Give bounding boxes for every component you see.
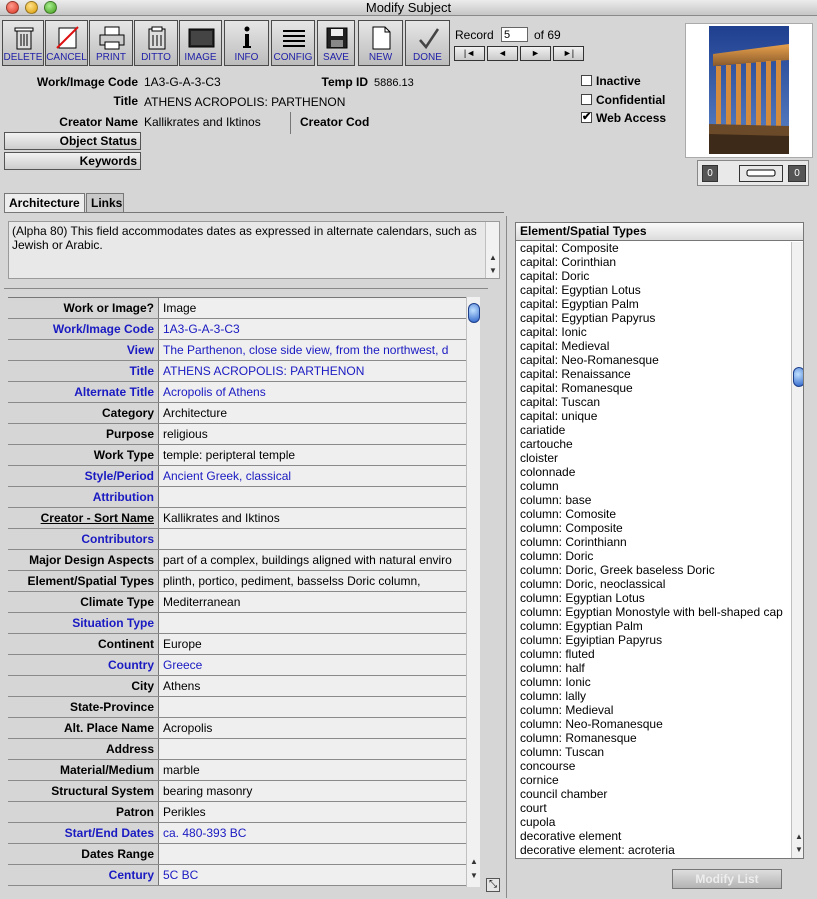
- confidential-check-box[interactable]: [581, 94, 592, 105]
- ditto-button[interactable]: [134, 20, 178, 66]
- field-row[interactable]: [8, 403, 466, 424]
- field-grid-scroll-thumb[interactable]: [468, 303, 480, 323]
- list-item[interactable]: column: Corinthiann: [520, 535, 627, 549]
- new-label: NEW: [368, 52, 393, 63]
- image-index-left[interactable]: 0: [702, 165, 718, 182]
- cancel-button[interactable]: [45, 20, 88, 66]
- field-label: Climate Type: [8, 592, 159, 612]
- field-row[interactable]: [8, 592, 466, 613]
- tab-links[interactable]: Links: [86, 193, 124, 212]
- header-code-value: 1A3-G-A-3-C3: [144, 75, 221, 89]
- minimize-window-icon[interactable]: [25, 1, 38, 14]
- field-value[interactable]: Kallikrates and Iktinos: [159, 508, 466, 528]
- delete-label: DELETE: [3, 52, 43, 63]
- tab-baseline: [4, 212, 504, 213]
- inactive-label: Inactive: [596, 74, 641, 88]
- keywords-button[interactable]: Keywords: [4, 152, 141, 170]
- list-item[interactable]: column: half: [520, 661, 585, 675]
- image-slider-control[interactable]: [739, 165, 783, 182]
- field-row[interactable]: [8, 802, 466, 823]
- done-label: DONE: [413, 52, 442, 63]
- list-item[interactable]: column: Egyiptian Papyrus: [520, 633, 663, 647]
- field-label: Major Design Aspects: [8, 550, 159, 570]
- list-item[interactable]: capital: Ionic: [520, 325, 587, 339]
- element-list-scroll-thumb[interactable]: [793, 367, 804, 387]
- element-list-title: Element/Spatial Types: [516, 223, 803, 241]
- field-row[interactable]: [8, 529, 466, 550]
- scroll-down-arrow-icon[interactable]: ▼: [489, 266, 497, 275]
- cancel-icon: [46, 24, 89, 52]
- list-item[interactable]: capital: Neo-Romanesque: [520, 353, 659, 367]
- field-row[interactable]: [8, 361, 466, 382]
- field-help-note: [8, 221, 500, 279]
- list-item[interactable]: column: [520, 479, 559, 493]
- field-label: Continent: [8, 634, 159, 654]
- image-icon: [180, 24, 223, 52]
- field-value[interactable]: bearing masonry: [159, 781, 466, 801]
- field-grid-scrollbar[interactable]: [466, 297, 480, 887]
- field-row[interactable]: [8, 634, 466, 655]
- field-value[interactable]: [159, 529, 466, 549]
- list-item[interactable]: capital: Egyptian Palm: [520, 297, 639, 311]
- field-row[interactable]: [8, 676, 466, 697]
- list-item[interactable]: capital: Tuscan: [520, 395, 601, 409]
- field-row[interactable]: [8, 655, 466, 676]
- slider-handle-icon: [741, 166, 781, 180]
- field-row[interactable]: [8, 319, 466, 340]
- field-grid: [8, 297, 466, 886]
- save-icon: [318, 24, 356, 52]
- list-item[interactable]: column: Ionic: [520, 675, 591, 689]
- field-value[interactable]: Greece: [159, 655, 466, 675]
- field-value[interactable]: 5C BC: [159, 865, 466, 885]
- element-spatial-types-list[interactable]: [515, 222, 804, 859]
- list-item[interactable]: column: Comosite: [520, 507, 617, 521]
- print-button[interactable]: [89, 20, 133, 66]
- field-row[interactable]: [8, 445, 466, 466]
- window-title-bar: [0, 0, 817, 16]
- field-row[interactable]: [8, 613, 466, 634]
- field-row[interactable]: [8, 718, 466, 739]
- header-code-label: Work/Image Code: [36, 75, 138, 89]
- list-item[interactable]: colonnade: [520, 465, 576, 479]
- last-record-button[interactable]: ►|: [553, 46, 584, 61]
- list-scroll-up-arrow-icon[interactable]: ▲: [795, 832, 803, 841]
- list-item[interactable]: column: lally: [520, 689, 587, 703]
- list-item[interactable]: capital: Doric: [520, 269, 590, 283]
- field-row[interactable]: [8, 424, 466, 445]
- record-count: of 69: [534, 28, 561, 42]
- field-value[interactable]: [159, 487, 466, 507]
- list-scroll-down-arrow-icon[interactable]: ▼: [795, 845, 803, 854]
- info-button[interactable]: [224, 20, 269, 66]
- list-item[interactable]: column: Egyptian Lotus: [520, 591, 645, 605]
- field-value[interactable]: Mediterranean: [159, 592, 466, 612]
- web-access-check-box[interactable]: [581, 112, 592, 123]
- field-row[interactable]: [8, 382, 466, 403]
- field-value[interactable]: The Parthenon, close side view, from the northwest, d: [159, 340, 466, 360]
- header-title-value: ATHENS ACROPOLIS: PARTHENON: [144, 95, 346, 109]
- field-label: Purpose: [8, 424, 159, 444]
- field-label: Dates Range: [8, 844, 159, 864]
- field-label: Category: [8, 403, 159, 423]
- header-divider: [290, 112, 291, 134]
- field-row[interactable]: [8, 571, 466, 592]
- field-label[interactable]: Country: [8, 655, 159, 675]
- info-icon: [225, 24, 270, 52]
- config-icon: [272, 24, 316, 52]
- object-status-button[interactable]: Object Status: [4, 132, 141, 150]
- field-row[interactable]: [8, 550, 466, 571]
- record-label: Record: [455, 28, 494, 42]
- field-value[interactable]: ca. 480-393 BC: [159, 823, 466, 843]
- field-row[interactable]: [8, 697, 466, 718]
- list-item[interactable]: column: Doric: [520, 549, 594, 563]
- list-item[interactable]: capital: Medieval: [520, 339, 610, 353]
- subject-image-thumbnail[interactable]: [685, 23, 813, 158]
- list-item[interactable]: capital: Egyptian Lotus: [520, 283, 641, 297]
- list-item[interactable]: column: Doric, neoclassical: [520, 577, 666, 591]
- list-item[interactable]: capital: Renaissance: [520, 367, 631, 381]
- temp-id-value: 5886.13: [374, 77, 414, 89]
- temp-id-label: Temp ID: [321, 75, 368, 89]
- field-label: Work or Image?: [8, 298, 159, 318]
- field-label[interactable]: Work/Image Code: [8, 319, 159, 339]
- field-value[interactable]: plinth, portico, pediment, basselss Doric column,: [159, 571, 466, 591]
- field-label[interactable]: View: [8, 340, 159, 360]
- field-value[interactable]: temple: peripteral temple: [159, 445, 466, 465]
- list-item[interactable]: cartouche: [520, 437, 573, 451]
- field-label: Creator - Sort Name: [8, 508, 159, 528]
- field-row[interactable]: [8, 760, 466, 781]
- pane-divider: [506, 216, 507, 898]
- list-item[interactable]: column: Egyptian Monostyle with bell-shaped cap: [520, 605, 783, 619]
- previous-record-button[interactable]: ◄: [487, 46, 518, 61]
- field-label: Address: [8, 739, 159, 759]
- field-row[interactable]: [8, 739, 466, 760]
- field-value[interactable]: [159, 739, 466, 759]
- window-title: Modify Subject: [365, 0, 452, 15]
- list-item[interactable]: column: Composite: [520, 521, 623, 535]
- printer-icon: [90, 24, 134, 52]
- field-label: Element/Spatial Types: [8, 571, 159, 591]
- save-label: SAVE: [323, 52, 349, 63]
- field-row[interactable]: [8, 865, 466, 886]
- ditto-label: DITTO: [141, 52, 171, 63]
- header-creator-value: Kallikrates and Iktinos: [144, 115, 261, 129]
- field-label[interactable]: Alternate Title: [8, 382, 159, 402]
- ditto-icon: [135, 24, 179, 52]
- header-title-label: Title: [113, 94, 138, 108]
- field-value[interactable]: [159, 697, 466, 717]
- creator-code-label: Creator Cod: [300, 115, 370, 129]
- field-label[interactable]: Attribution: [8, 487, 159, 507]
- trash-icon: [3, 24, 45, 52]
- web-access-checkbox[interactable]: [581, 111, 666, 125]
- grid-scroll-down-arrow-icon[interactable]: ▼: [470, 871, 478, 880]
- field-help-text: (Alpha 80) This field accommodates dates as expressed in alternate calendars, such as Jewish or Arabic.: [12, 224, 477, 252]
- image-control-strip: [697, 160, 809, 186]
- first-record-button[interactable]: |◄: [454, 46, 485, 61]
- image-index-right[interactable]: 0: [788, 165, 806, 182]
- config-button[interactable]: [271, 20, 315, 66]
- element-list-items: [516, 241, 803, 857]
- field-value[interactable]: Europe: [159, 634, 466, 654]
- image-label: IMAGE: [184, 52, 217, 63]
- field-value[interactable]: Ancient Greek, classical: [159, 466, 466, 486]
- list-item[interactable]: concourse: [520, 759, 576, 773]
- field-row[interactable]: [8, 823, 466, 844]
- field-label[interactable]: Century: [8, 865, 159, 885]
- field-value[interactable]: 1A3-G-A-3-C3: [159, 319, 466, 339]
- confidential-label: Confidential: [596, 93, 666, 107]
- zoom-window-icon[interactable]: [44, 1, 57, 14]
- field-value[interactable]: part of a complex, buildings aligned with natural enviro: [159, 550, 466, 570]
- field-value[interactable]: [159, 613, 466, 633]
- field-label[interactable]: Title: [8, 361, 159, 381]
- field-label: Alt. Place Name: [8, 718, 159, 738]
- field-label: City: [8, 676, 159, 696]
- note-scrollbar[interactable]: [485, 222, 499, 278]
- field-row[interactable]: [8, 844, 466, 865]
- list-item[interactable]: decorative element: acroteria: [520, 843, 675, 857]
- list-item[interactable]: cariatide: [520, 423, 566, 437]
- list-item[interactable]: column: Neo-Romanesque: [520, 717, 663, 731]
- modify-list-button[interactable]: Modify List: [672, 869, 782, 889]
- field-value[interactable]: Athens: [159, 676, 466, 696]
- field-label: Patron: [8, 802, 159, 822]
- field-label: Structural System: [8, 781, 159, 801]
- field-row[interactable]: [8, 466, 466, 487]
- record-number-input[interactable]: [501, 27, 528, 42]
- field-value[interactable]: Acropolis of Athens: [159, 382, 466, 402]
- list-item[interactable]: cornice: [520, 773, 559, 787]
- field-label: State-Province: [8, 697, 159, 717]
- new-document-icon: [359, 24, 404, 52]
- header-creator-label: Creator Name: [59, 115, 138, 129]
- list-item[interactable]: capital: Composite: [520, 241, 619, 255]
- delete-button[interactable]: [2, 20, 44, 66]
- list-item[interactable]: column: base: [520, 493, 592, 507]
- cancel-label: CANCEL: [46, 52, 87, 63]
- checkmark-icon: [406, 24, 451, 52]
- note-divider: [4, 288, 488, 289]
- list-item[interactable]: column: Medieval: [520, 703, 614, 717]
- field-value[interactable]: [159, 844, 466, 864]
- save-button[interactable]: [317, 20, 355, 66]
- list-item[interactable]: column: Doric, Greek baseless Doric: [520, 563, 715, 577]
- field-row[interactable]: [8, 508, 466, 529]
- field-value[interactable]: marble: [159, 760, 466, 780]
- field-label[interactable]: Contributors: [8, 529, 159, 549]
- list-item[interactable]: capital: Egyptian Papyrus: [520, 311, 656, 325]
- field-label: Material/Medium: [8, 760, 159, 780]
- list-item[interactable]: capital: unique: [520, 409, 598, 423]
- field-value[interactable]: Perikles: [159, 802, 466, 822]
- field-label: Work Type: [8, 445, 159, 465]
- next-record-button[interactable]: ►: [520, 46, 551, 61]
- field-row[interactable]: [8, 781, 466, 802]
- list-item[interactable]: column: Tuscan: [520, 745, 605, 759]
- list-item[interactable]: column: Romanesque: [520, 731, 637, 745]
- resize-grip-icon[interactable]: ⤡: [486, 878, 500, 892]
- new-button[interactable]: [358, 20, 403, 66]
- list-item[interactable]: cupola: [520, 815, 556, 829]
- list-item[interactable]: council chamber: [520, 787, 608, 801]
- close-window-icon[interactable]: [6, 1, 19, 14]
- field-value[interactable]: Acropolis: [159, 718, 466, 738]
- print-label: PRINT: [96, 52, 126, 63]
- field-label[interactable]: Situation Type: [8, 613, 159, 633]
- field-value[interactable]: Image: [159, 298, 466, 318]
- field-value[interactable]: ATHENS ACROPOLIS: PARTHENON: [159, 361, 466, 381]
- grid-scroll-up-arrow-icon[interactable]: ▲: [470, 857, 478, 866]
- web-access-label: Web Access: [596, 111, 667, 125]
- config-label: CONFIG: [273, 52, 313, 63]
- field-label[interactable]: Style/Period: [8, 466, 159, 486]
- info-label: INFO: [234, 52, 259, 63]
- tab-architecture[interactable]: Architecture: [4, 193, 85, 213]
- field-row[interactable]: [8, 340, 466, 361]
- list-item[interactable]: cloister: [520, 451, 559, 465]
- image-button[interactable]: [179, 20, 222, 66]
- inactive-checkbox[interactable]: [581, 74, 641, 88]
- list-item[interactable]: capital: Corinthian: [520, 255, 617, 269]
- list-item[interactable]: column: Egyptian Palm: [520, 619, 643, 633]
- confidential-checkbox[interactable]: [581, 93, 665, 107]
- element-list-scrollbar[interactable]: [791, 242, 804, 858]
- list-item[interactable]: decorative element: [520, 829, 622, 843]
- field-value[interactable]: Architecture: [159, 403, 466, 423]
- list-item[interactable]: column: fluted: [520, 647, 595, 661]
- scroll-up-arrow-icon[interactable]: ▲: [489, 253, 497, 262]
- field-value[interactable]: religious: [159, 424, 466, 444]
- field-label[interactable]: Start/End Dates: [8, 823, 159, 843]
- parthenon-photo: [686, 24, 812, 157]
- field-row[interactable]: [8, 487, 466, 508]
- done-button[interactable]: [405, 20, 450, 66]
- inactive-check-box[interactable]: [581, 75, 592, 86]
- list-item[interactable]: court: [520, 801, 547, 815]
- list-item[interactable]: capital: Romanesque: [520, 381, 633, 395]
- field-row[interactable]: [8, 298, 466, 319]
